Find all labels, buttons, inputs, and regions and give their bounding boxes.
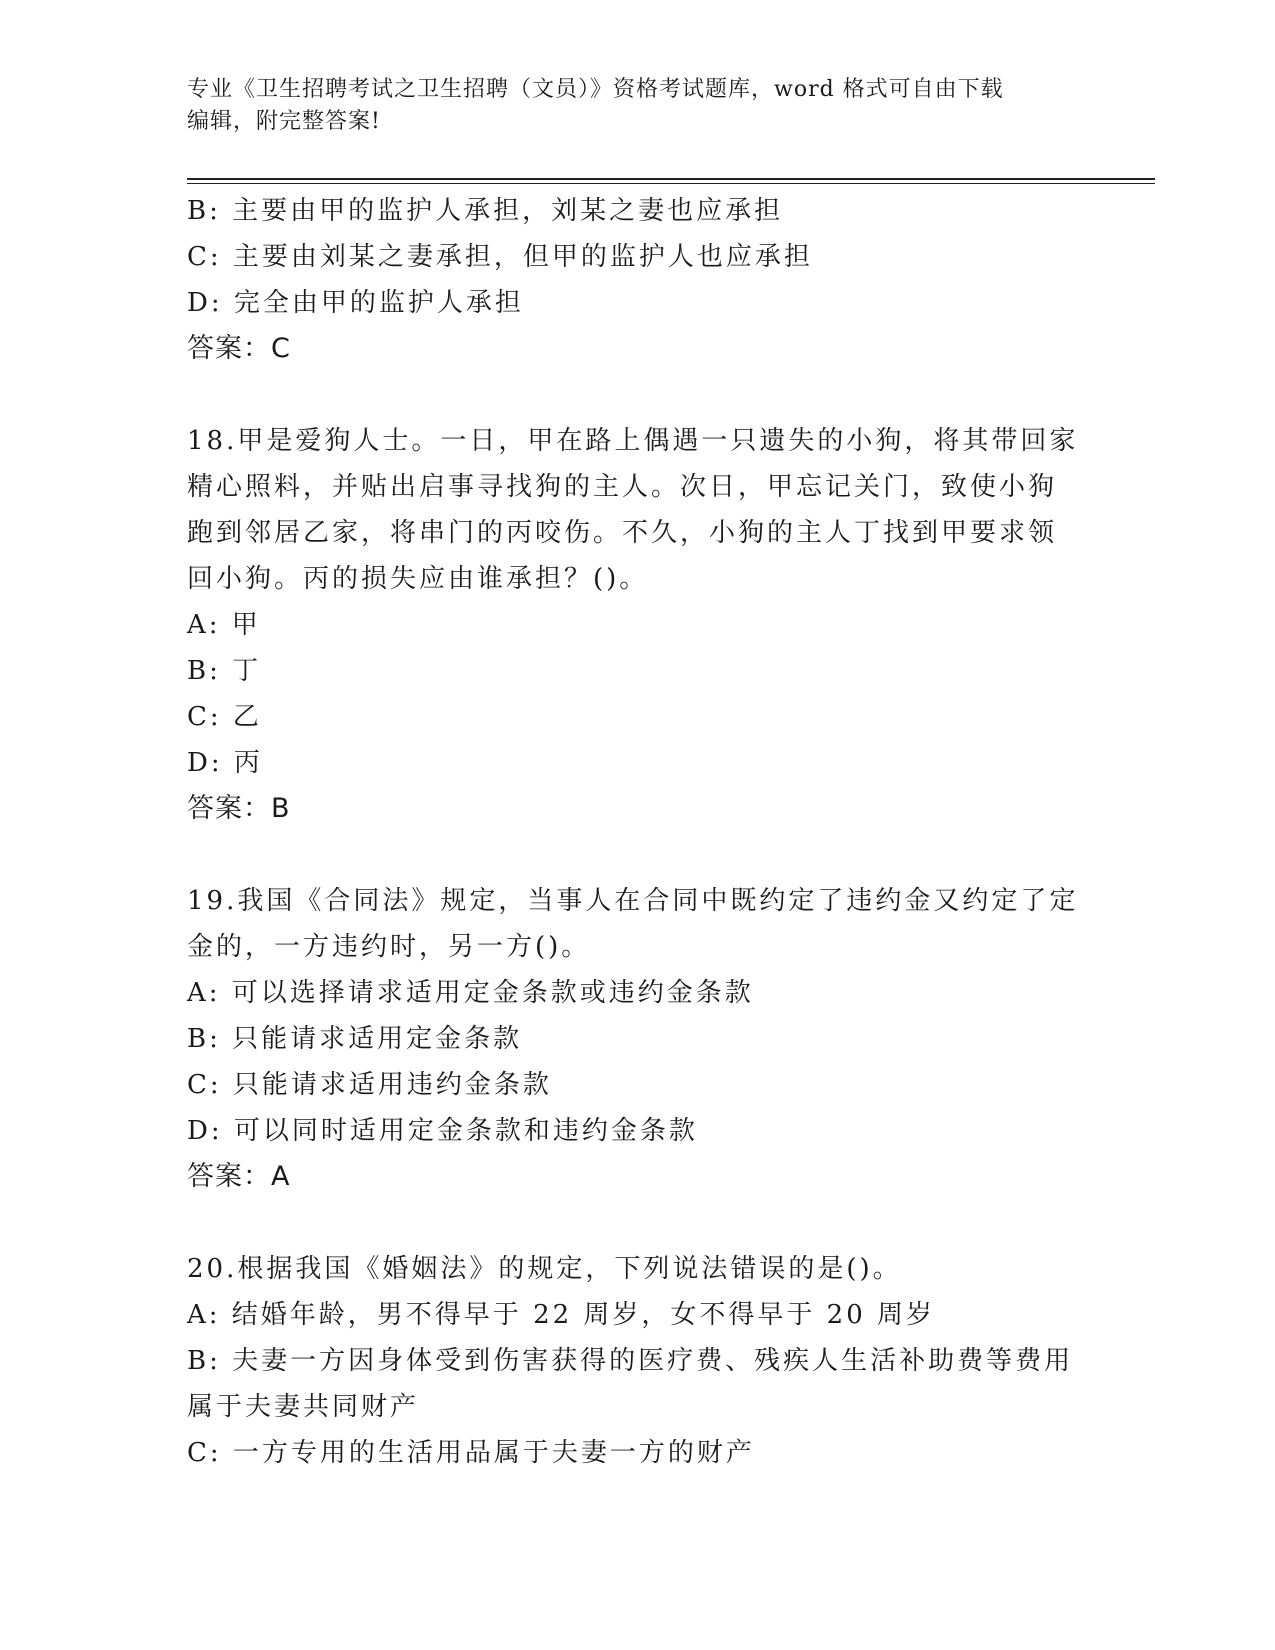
question-text-line: 20.根据我国《婚姻法》的规定，下列说法错误的是()。 <box>187 1254 902 1284</box>
option-a: A: 甲 <box>187 610 261 640</box>
question-text-line: 跑到邻居乙家，将串门的丙咬伤。不久，小狗的主人丁找到甲要求领 <box>187 518 1058 548</box>
option-d: D: 丙 <box>187 748 263 778</box>
header-line-1: 专业《卫生招聘考试之卫生招聘（文员）》资格考试题库，word 格式可自由下载 <box>187 77 1004 102</box>
option-a: A: 可以选择请求适用定金条款或违约金条款 <box>187 978 754 1008</box>
option-c: C: 主要由刘某之妻承担，但甲的监护人也应承担 <box>187 242 813 272</box>
spacer <box>187 372 1087 418</box>
question-content <box>187 188 1087 1476</box>
document-header <box>187 74 1087 138</box>
option-b-continued: 属于夫妻共同财产 <box>187 1392 420 1422</box>
prev-question <box>187 188 1087 372</box>
option-c: C: 一方专用的生活用品属于夫妻一方的财产 <box>187 1438 755 1468</box>
question-text-line: 精心照料，并贴出启事寻找狗的主人。次日，甲忘记关门，致使小狗 <box>187 472 1058 502</box>
question-text-line: 18.甲是爱狗人士。一日，甲在路上偶遇一只遗失的小狗，将其带回家 <box>187 426 1079 456</box>
question-text-line: 19.我国《合同法》规定，当事人在合同中既约定了违约金又约定了定 <box>187 886 1079 916</box>
question-18 <box>187 418 1087 832</box>
option-a: A: 结婚年龄，男不得早于 22 周岁，女不得早于 20 周岁 <box>187 1300 936 1330</box>
answer: 答案：A <box>187 1161 291 1192</box>
option-b: B: 只能请求适用定金条款 <box>187 1024 523 1054</box>
question-19 <box>187 878 1087 1200</box>
option-b: B: 夫妻一方因身体受到伤害获得的医疗费、残疾人生活补助费等费用 <box>187 1346 1074 1376</box>
header-divider-thick <box>187 178 1155 180</box>
option-c: C: 只能请求适用违约金条款 <box>187 1070 552 1100</box>
option-b: B: 主要由甲的监护人承担，刘某之妻也应承担 <box>187 196 784 226</box>
question-text-line: 回小狗。丙的损失应由谁承担？()。 <box>187 564 649 594</box>
question-text-line: 金的，一方违约时，另一方()。 <box>187 932 591 962</box>
option-c: C: 乙 <box>187 702 262 732</box>
answer: 答案：C <box>187 333 291 364</box>
option-b: B: 丁 <box>187 656 262 686</box>
spacer <box>187 832 1087 878</box>
answer: 答案：B <box>187 793 291 824</box>
header-divider-thin <box>187 183 1155 184</box>
question-20 <box>187 1246 1087 1476</box>
spacer <box>187 1200 1087 1246</box>
option-d: D: 完全由甲的监护人承担 <box>187 288 524 318</box>
header-line-2: 编辑，附完整答案! <box>187 109 381 134</box>
option-d: D: 可以同时适用定金条款和违约金条款 <box>187 1116 698 1146</box>
